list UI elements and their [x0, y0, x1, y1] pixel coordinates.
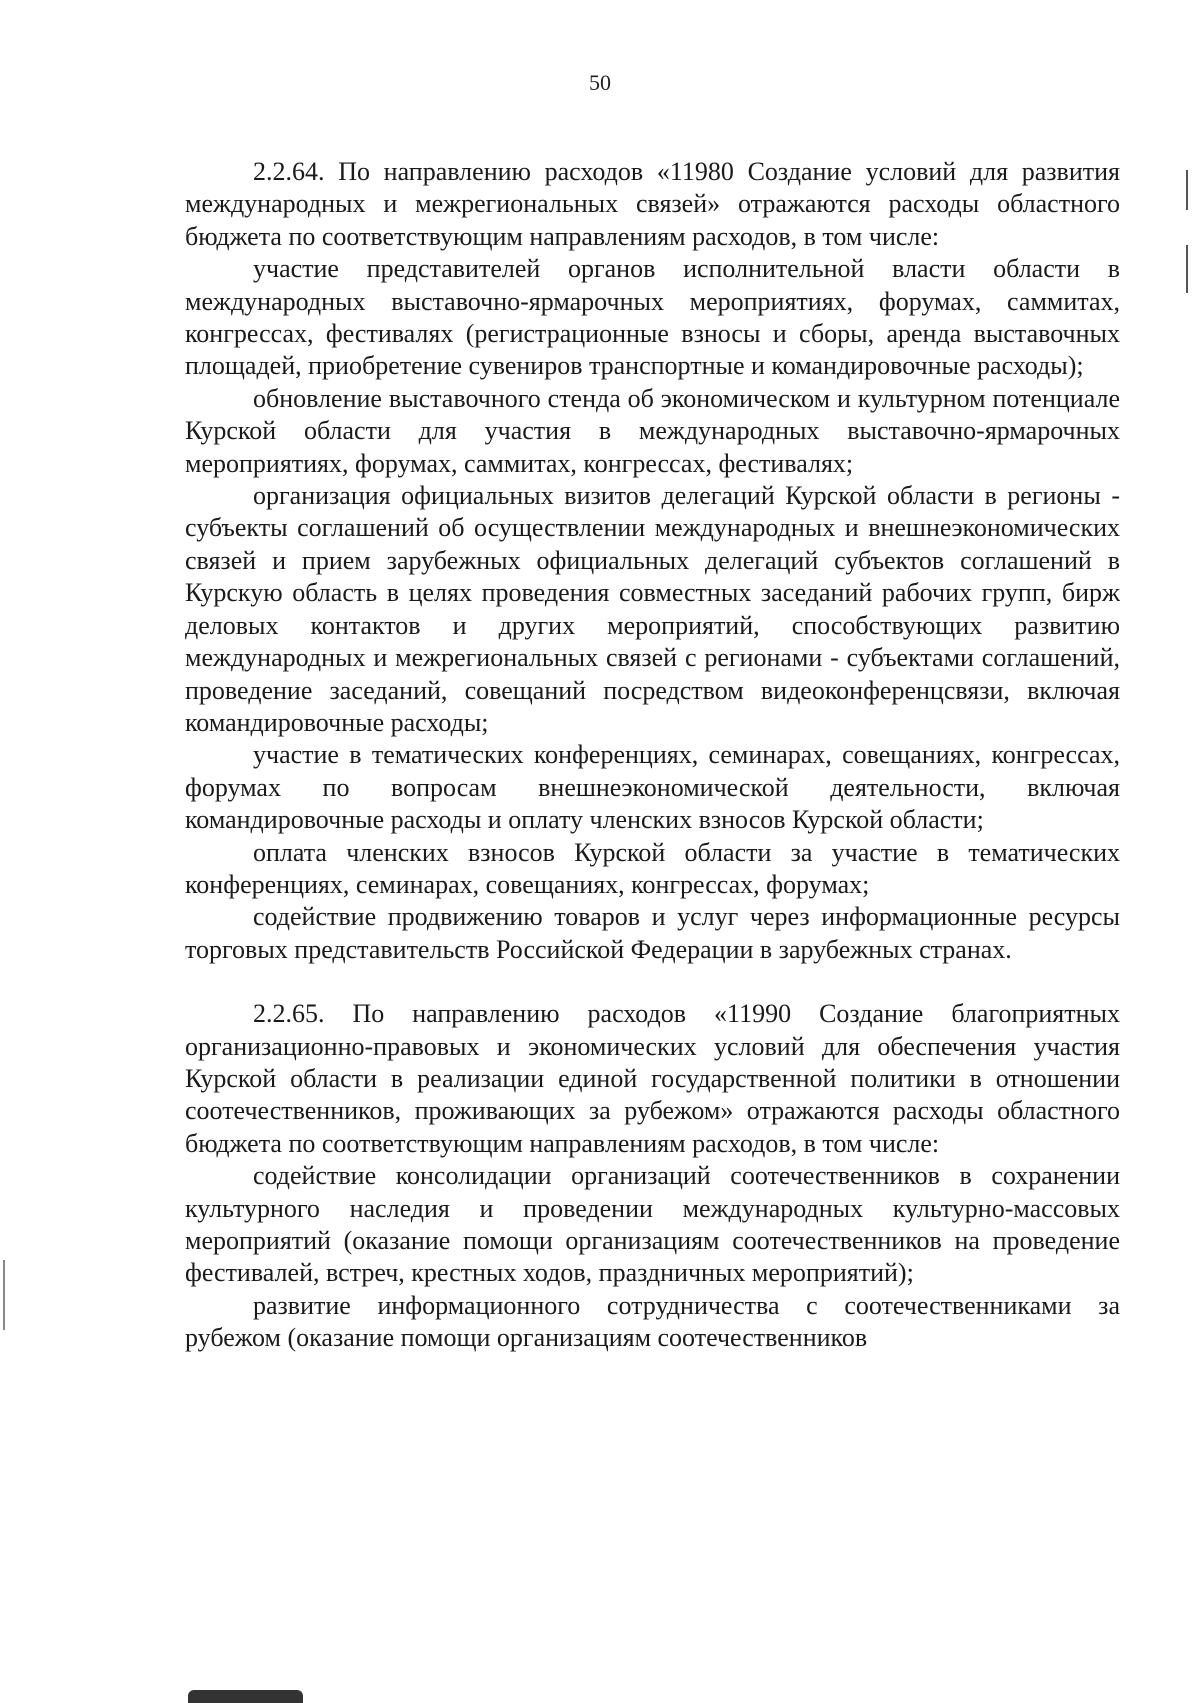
- section-2-2-65: [185, 998, 1120, 1354]
- paragraph: оплата членских взносов Курской области за участие в тематических конференциях, семинарах, совещаниях, конгрессах, форумах;: [185, 837, 1120, 899]
- page-number: 50: [589, 70, 611, 95]
- paragraph: организация официальных визитов делегаций Курской области в регионы - субъекты соглашений об осуществлении международных и внешнеэкономических связей и прием зарубежных официальных делегаций субъектов соглашений в Курскую область в целях проведения совместных заседаний рабочих групп, бирж деловых контактов и других мероприятий, способствующих развитию международных и межрегиональных связей с регионами - субъектами соглашений, проведение заседаний, совещаний посредством видеоконференцсвязи, включая командировочные расходы;: [185, 481, 1120, 737]
- section-2-2-64: [185, 156, 1120, 966]
- section-spacer: [185, 966, 1120, 998]
- paragraph: содействие продвижению товаров и услуг через информационные ресурсы торговых представительств Российской Федерации в зарубежных странах.: [185, 902, 1120, 964]
- paragraph: участие представителей органов исполнительной власти области в международных выставочно-ярмарочных мероприятиях, форумах, саммитах, конгрессах, фестивалях (регистрационные взносы и сборы, аренда выставочных площадей, приобретение сувениров транспортные и командировочные расходы);: [185, 254, 1120, 381]
- document-body: [185, 156, 1120, 1355]
- paragraph: обновление выставочного стенда об экономическом и культурном потенциале Курской области для участия в международных выставочно-ярмарочных мероприятиях, форумах, саммитах, конгрессах, фестивалях;: [185, 383, 1120, 478]
- scan-edge-mark: [1186, 170, 1188, 210]
- paragraph: 2.2.64. По направлению расходов «11980 Создание условий для развития международных и межрегиональных связей» отражаются расходы областного бюджета по соответствующим направлениям расходов, в том числе:: [185, 157, 1120, 251]
- paragraph: содействие консолидации организаций соотечественников в сохранении культурного наследия и проведении международных культурно-массовых мероприятий (оказание помощи организациям соотечественников на проведение фестивалей, встреч, крестных ходов, праздничных мероприятий);: [185, 1161, 1120, 1288]
- scan-edge-mark: [1186, 245, 1188, 293]
- paragraph: 2.2.65. По направлению расходов «11990 Создание благоприятных организационно-правовых и экономических условий для обеспечения участия Курской области в реализации единой государственной политики в отношении соотечественников, проживающих за рубежом» отражаются расходы областного бюджета по соответствующим направлениям расходов, в том числе:: [185, 999, 1120, 1158]
- scan-edge-mark: [3, 1260, 5, 1330]
- paragraph: участие в тематических конференциях, семинарах, совещаниях, конгрессах, форумах по вопросам внешнеэкономической деятельности, включая командировочные расходы и оплату членских взносов Курской области;: [185, 740, 1120, 835]
- paragraph: развитие информационного сотрудничества с соотечественниками за рубежом (оказание помощи организациям соотечественников: [185, 1290, 1120, 1353]
- stamp-fragment: [188, 1690, 303, 1703]
